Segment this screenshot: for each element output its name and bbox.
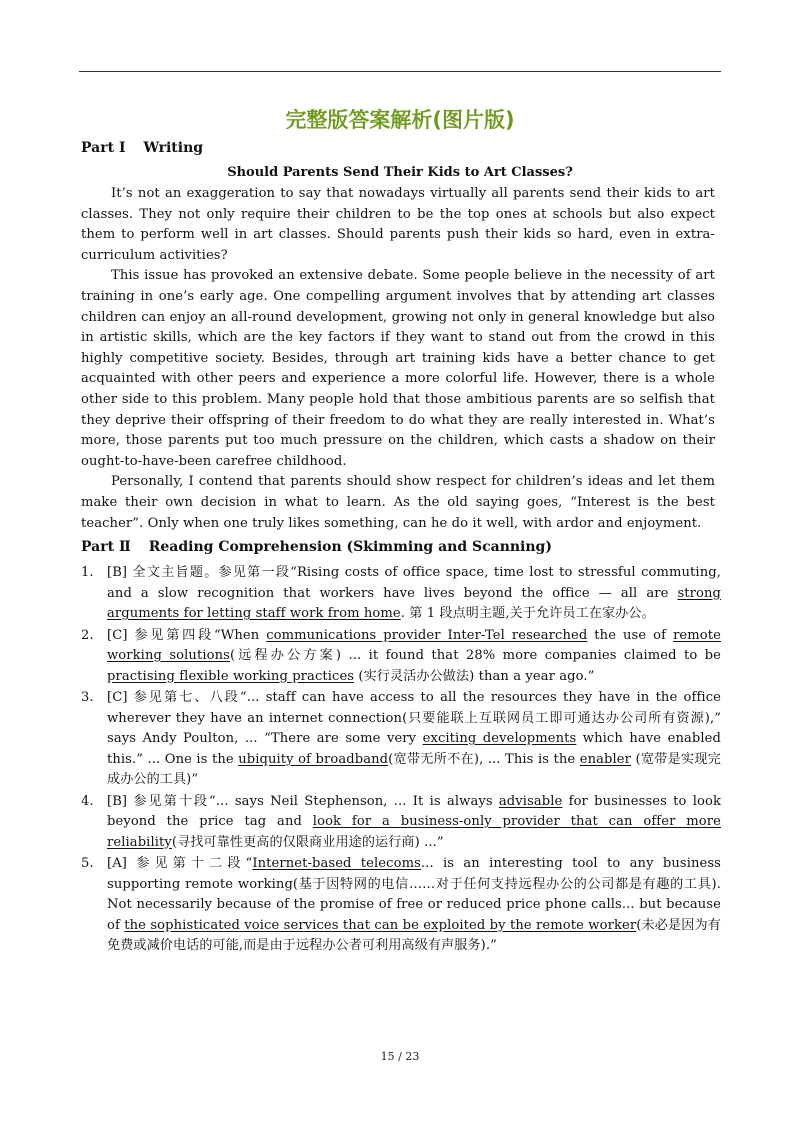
essay-title: Should Parents Send Their Kids to Art Classes? <box>227 165 573 180</box>
answer-item <box>81 854 721 957</box>
answer-text: (远程办公方案) ... it found that 28% more companies claimed to be <box>229 648 722 663</box>
part1-heading <box>81 140 203 156</box>
underlined-phrase: look for a business-only provider that can offer more reliability <box>107 814 721 850</box>
part2-heading <box>81 539 552 555</box>
answer-text: ... is an interesting tool to any business supporting remote working(基于因特网的电信……对于任何支持远程办公的公司都是有趣的工具). Not necessarily because of the promise of free or reduced price phone calls... but because of <box>107 856 721 933</box>
answer-text: (宽带无所不在), ... This is the <box>388 751 580 767</box>
answer-text: [B] 全文主旨题。参见第一段“Rising costs of office space, time lost to stressful commuting, and a slow recognition that workers have lives beyond the office — all are <box>107 565 721 601</box>
answer-number: 5. <box>81 856 94 871</box>
underlined-phrase: communications provider Inter-Tel researched <box>266 627 588 643</box>
answer-item <box>81 792 721 854</box>
answer-text: [C] 参见第四段“When <box>107 627 267 643</box>
answer-number: 4. <box>81 793 94 809</box>
answer-text: . 第 1 段点明主题,关于允许员工在家办公。 <box>400 606 655 621</box>
answer-number: 1. <box>81 565 94 580</box>
part2-label: Part Ⅱ <box>81 539 131 555</box>
header-rule <box>79 71 721 72</box>
answer-text: (实行灵活办公做法) than a year ago.” <box>354 668 595 684</box>
underlined-phrase: exciting developments <box>422 731 577 746</box>
part2-name: Reading Comprehension (Skimming and Scanning) <box>148 539 552 555</box>
answer-text: [B] 参见第十段“... says Neil Stephenson, ... It is always <box>107 793 499 809</box>
answer-text: the use of <box>587 627 674 643</box>
part1-label: Part Ⅰ <box>81 140 126 156</box>
underlined-phrase: the sophisticated voice services that can be exploited by the remote worker <box>124 917 637 933</box>
underlined-phrase: remote working solutions <box>107 627 721 663</box>
part1-name: Writing <box>143 140 204 156</box>
answer-text: which have enabled this.” ... One is the <box>107 731 721 767</box>
answer-text: [C] 参见第七、八段“... staff can have access to all the resources they have in the office wherever they have an internet connection(只要能联上互联网员工即可通达办公司所有资源),” says Andy Poulton, ... “There are some very <box>107 690 721 746</box>
underlined-phrase: advisable <box>498 793 563 809</box>
essay-paragraph: This issue has provoked an extensive debate. Some people believe in the necessity of art training in one’s early age. One compelling argument involves that by attending art classes children can enjoy an all-round development, growing not only in general knowledge but also in artistic skills, which are the key factors if they want to stand out from the crowd in this highly competitive society. Besides, through art training kids have a better chance to get acquainted with other peers and experience a more colorful life. However, there is a whole other side to this problem. Many people hold that those ambitious parents are so selfish that they deprive their offspring of their freedom to do what they are really interested in. What’s more, those parents put too much pressure on the children, which casts a shadow on their ought-to-have-been carefree childhood. <box>81 268 715 469</box>
essay-paragraph: It’s not an exaggeration to say that nowadays virtually all parents send their kids to art classes. They not only require their children to be the top ones at schools but also expect them to perform well in art classes. Should parents push their kids so hard, even in extra-curriculum activities? <box>81 186 715 263</box>
answer-item <box>81 563 721 625</box>
answer-number: 3. <box>81 690 94 705</box>
essay-body <box>81 184 715 534</box>
answer-number: 2. <box>81 627 94 643</box>
answer-item <box>81 688 721 791</box>
underlined-phrase: ubiquity of broadband <box>238 751 389 767</box>
document-title: 完整版答案解析(图片版) <box>285 108 515 132</box>
answer-text: [A] 参见第十二段“ <box>107 856 253 871</box>
answer-text: for businesses to look beyond the price tag and <box>107 793 721 829</box>
answer-item <box>81 626 721 688</box>
page-number: 15 / 23 <box>380 1050 420 1063</box>
underlined-phrase: practising flexible working practices <box>107 668 355 684</box>
answer-list <box>81 563 721 958</box>
underlined-phrase: Internet-based telecoms <box>252 856 421 871</box>
answer-text: (未必是因为有免费或减价电话的可能,而是由于远程办公者可利用高级有声服务).” <box>107 917 721 953</box>
underlined-phrase: enabler <box>579 751 631 767</box>
answer-text: (寻找可靠性更高的仅限商业用途的运行商) ...” <box>171 834 444 850</box>
underlined-phrase: strong arguments for letting staff work from home <box>107 585 721 621</box>
essay-paragraph: Personally, I contend that parents should show respect for children’s ideas and let them make their own decision in what to learn. As the old saying goes, “Interest is the best teacher”. Only when one truly likes something, can he do it well, with ardor and enjoyment. <box>81 474 715 531</box>
answer-text: (宽带是实现完成办公的工具)” <box>107 751 721 787</box>
